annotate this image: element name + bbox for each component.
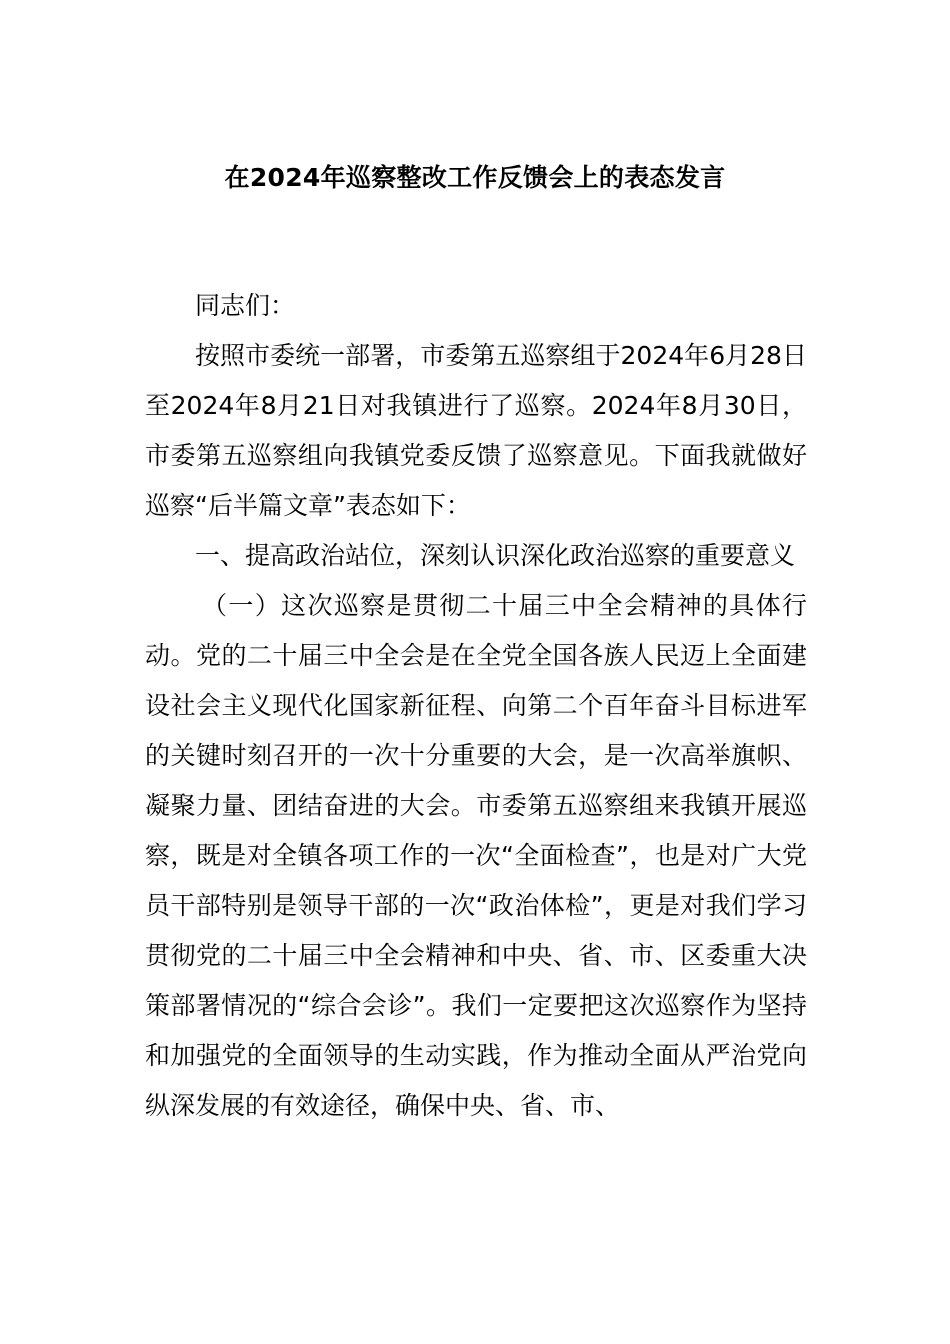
paragraph-intro: 按照市委统一部署，市委第五巡察组于2024年6月28日至2024年8月21日对我镇进行了巡察。2024年8月30日，市委第五巡察组向我镇党委反馈了巡察意见。下面我就做好巡察“后半篇文章”表态如下： [145, 341, 807, 520]
document-body [145, 281, 807, 1131]
section-heading-1: 一、提高政治站位，深刻认识深化政治巡察的重要意义 [195, 541, 796, 570]
paragraph-subsection-1: （一）这次巡察是贯彻二十届三中全会精神的具体行动。党的二十届三中全会是在全党全国各族人民迈上全面建设社会主义现代化国家新征程、向第二个百年奋斗目标进军的关键时刻召开的一次十分重要的大会，是一次高举旗帜、凝聚力量、团结奋进的大会。市委第五巡察组来我镇开展巡察，既是对全镇各项工作的一次“全面检查”，也是对广大党员干部特别是领导干部的一次“政治体检”，更是对我们学习贯彻党的二十届三中全会精神和中央、省、市、区委重大决策部署情况的“综合会诊”。我们一定要把这次巡察作为坚持和加强党的全面领导的生动实践，作为推动全面从严治党向纵深发展的有效途径，确保中央、省、市、 [145, 591, 807, 1120]
salutation: 同志们： [195, 291, 296, 320]
document-title: 在2024年巡察整改工作反馈会上的表态发言 [224, 163, 726, 192]
